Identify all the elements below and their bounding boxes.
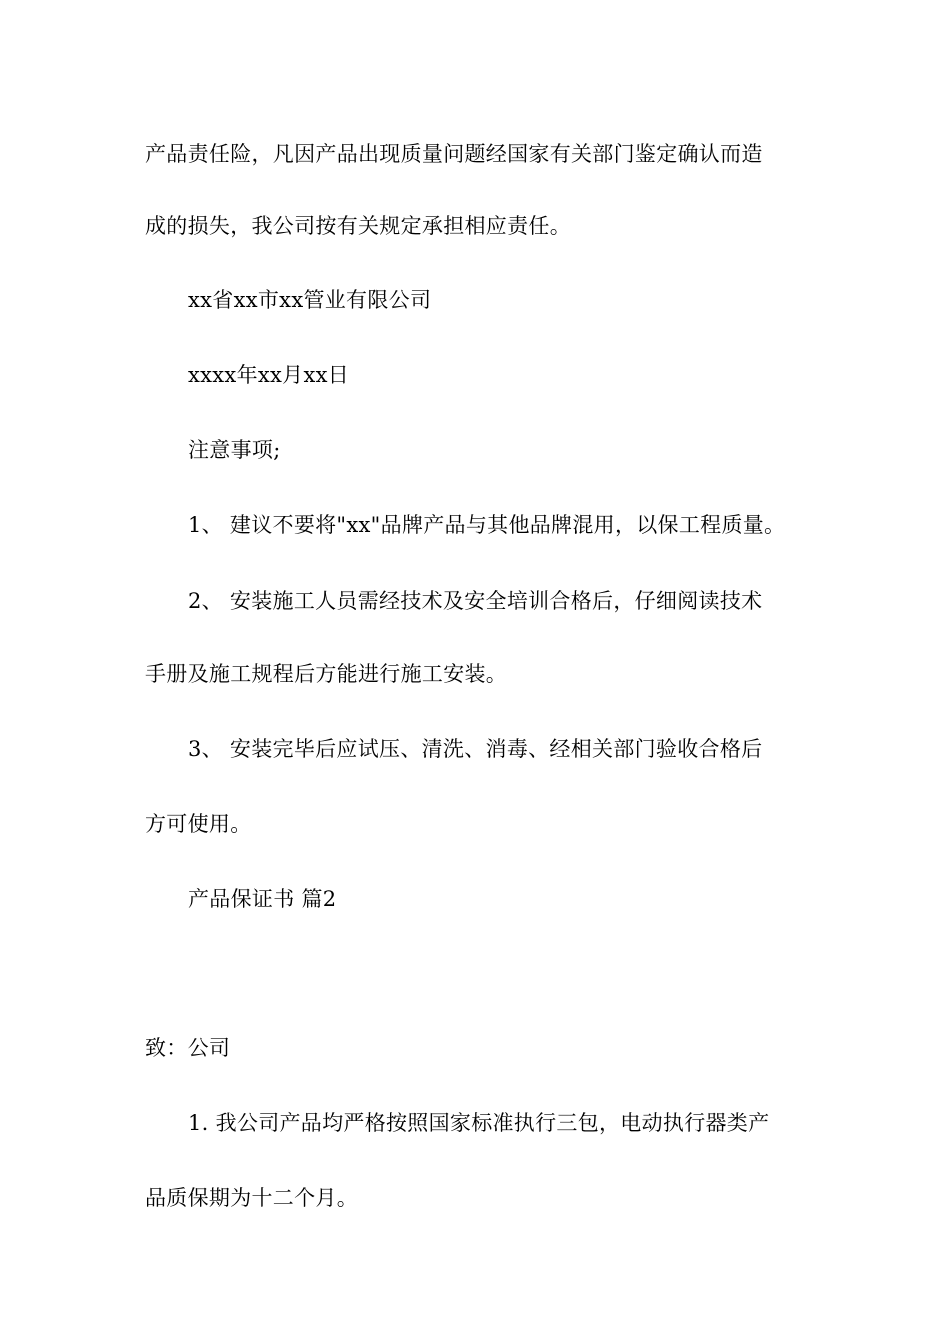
note-item-1: 1、 建议不要将"xx"品牌产品与其他品牌混用，以保工程质量。 <box>188 513 786 537</box>
note-item-2: 2、 安装施工人员需经技术及安全培训合格后，仔细阅读技术 <box>188 589 763 613</box>
notes-heading: 注意事项; <box>188 438 281 462</box>
paragraph-line: 手册及施工规程后方能进行施工安装。 <box>145 662 508 686</box>
guarantee-item-1: 1. 我公司产品均严格按照国家标准执行三包，电动执行器类产 <box>188 1111 770 1135</box>
paragraph-line: 品质保期为十二个月。 <box>145 1186 358 1210</box>
paragraph-line: 成的损失，我公司按有关规定承担相应责任。 <box>145 214 571 238</box>
company-name: xx省xx市xx管业有限公司 <box>188 288 432 312</box>
note-item-3: 3、 安装完毕后应试压、清洗、消毒、经相关部门验收合格后 <box>188 737 763 761</box>
salutation: 致：公司 <box>145 1036 231 1060</box>
paragraph-line: 产品责任险，凡因产品出现质量问题经国家有关部门鉴定确认而造 <box>145 142 763 166</box>
paragraph-line: 方可使用。 <box>145 812 252 836</box>
section-heading: 产品保证书 篇2 <box>188 887 337 911</box>
date-line: xxxx年xx月xx日 <box>188 363 350 387</box>
